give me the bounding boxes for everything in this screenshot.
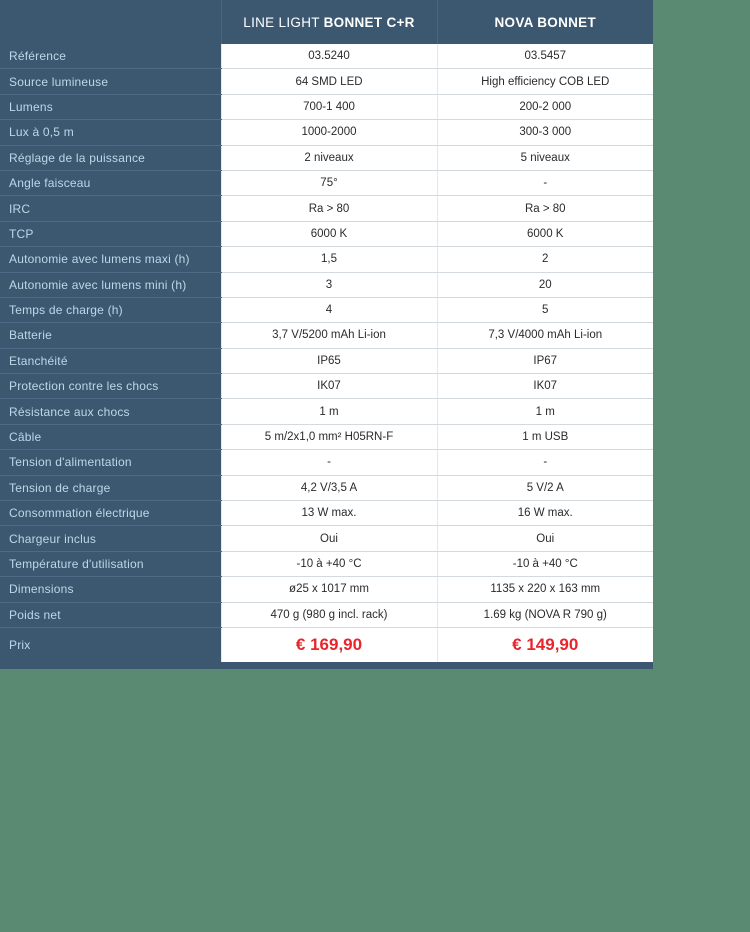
row-label: TCP (0, 221, 221, 246)
cell-product-2: - (437, 450, 653, 475)
row-label: Réglage de la puissance (0, 145, 221, 170)
header-product-1-name: BONNET C+R (323, 14, 415, 30)
cell-product-2: 1 m USB (437, 424, 653, 449)
row-label: Temps de charge (h) (0, 297, 221, 322)
price-product-1: € 169,90 (221, 627, 437, 662)
cell-product-2: Oui (437, 526, 653, 551)
table-header-row (0, 0, 653, 44)
cell-product-2: 7,3 V/4000 mAh Li-ion (437, 323, 653, 348)
table-row (0, 44, 653, 69)
table-row (0, 602, 653, 627)
cell-product-2: IP67 (437, 348, 653, 373)
table-row (0, 323, 653, 348)
cell-product-2: 20 (437, 272, 653, 297)
table-header (0, 0, 653, 44)
table-row (0, 120, 653, 145)
price-row (0, 627, 653, 662)
row-label: Autonomie avec lumens maxi (h) (0, 247, 221, 272)
header-product-2 (437, 0, 653, 44)
table-row (0, 374, 653, 399)
cell-product-2: 200-2 000 (437, 94, 653, 119)
price-product-2: € 149,90 (437, 627, 653, 662)
table-row (0, 69, 653, 94)
row-label: Lux à 0,5 m (0, 120, 221, 145)
table-body (0, 44, 653, 662)
cell-product-2: 5 (437, 297, 653, 322)
row-label: Source lumineuse (0, 69, 221, 94)
table-row (0, 94, 653, 119)
header-product-2-name: NOVA BONNET (494, 14, 597, 30)
table-row (0, 501, 653, 526)
cell-product-1: 4,2 V/3,5 A (221, 475, 437, 500)
row-label: Autonomie avec lumens mini (h) (0, 272, 221, 297)
cell-product-2: 300-3 000 (437, 120, 653, 145)
row-label: Batterie (0, 323, 221, 348)
price-label: Prix (0, 627, 221, 662)
row-label: Etanchéité (0, 348, 221, 373)
table-row (0, 170, 653, 195)
table-row (0, 399, 653, 424)
header-product-1 (221, 0, 437, 44)
table-row (0, 424, 653, 449)
cell-product-1: 4 (221, 297, 437, 322)
cell-product-1: 6000 K (221, 221, 437, 246)
cell-product-2: Ra > 80 (437, 196, 653, 221)
row-label: Chargeur inclus (0, 526, 221, 551)
cell-product-1: 03.5240 (221, 44, 437, 69)
row-label: Température d'utilisation (0, 551, 221, 576)
cell-product-1: 5 m/2x1,0 mm² H05RN-F (221, 424, 437, 449)
cell-product-1: ø25 x 1017 mm (221, 577, 437, 602)
cell-product-1: 1,5 (221, 247, 437, 272)
cell-product-1: 1 m (221, 399, 437, 424)
table-row (0, 551, 653, 576)
row-label: Protection contre les chocs (0, 374, 221, 399)
cell-product-2: 5 niveaux (437, 145, 653, 170)
row-label: Angle faisceau (0, 170, 221, 195)
cell-product-2: 2 (437, 247, 653, 272)
cell-product-1: 700-1 400 (221, 94, 437, 119)
row-label: Tension de charge (0, 475, 221, 500)
cell-product-2: IK07 (437, 374, 653, 399)
table-row (0, 145, 653, 170)
table-row (0, 475, 653, 500)
cell-product-1: 13 W max. (221, 501, 437, 526)
cell-product-2: 5 V/2 A (437, 475, 653, 500)
cell-product-1: - (221, 450, 437, 475)
row-label: Résistance aux chocs (0, 399, 221, 424)
cell-product-2: 16 W max. (437, 501, 653, 526)
cell-product-1: 3,7 V/5200 mAh Li-ion (221, 323, 437, 348)
cell-product-1: Oui (221, 526, 437, 551)
cell-product-2: 6000 K (437, 221, 653, 246)
table-row (0, 450, 653, 475)
cell-product-1: 1000-2000 (221, 120, 437, 145)
table-row (0, 577, 653, 602)
cell-product-1: 75° (221, 170, 437, 195)
row-label: Lumens (0, 94, 221, 119)
cell-product-2: 1.69 kg (NOVA R 790 g) (437, 602, 653, 627)
table-row (0, 221, 653, 246)
cell-product-2: -10 à +40 °C (437, 551, 653, 576)
table-row (0, 297, 653, 322)
table-row (0, 196, 653, 221)
cell-product-2: 1 m (437, 399, 653, 424)
row-label: Référence (0, 44, 221, 69)
header-product-1-prefix: LINE LIGHT (243, 14, 324, 30)
row-label: Câble (0, 424, 221, 449)
cell-product-1: IK07 (221, 374, 437, 399)
cell-product-1: 2 niveaux (221, 145, 437, 170)
table-row (0, 348, 653, 373)
row-label: Dimensions (0, 577, 221, 602)
cell-product-2: - (437, 170, 653, 195)
cell-product-1: Ra > 80 (221, 196, 437, 221)
row-label: Tension d'alimentation (0, 450, 221, 475)
cell-product-2: 03.5457 (437, 44, 653, 69)
footer-bar (0, 662, 653, 669)
row-label: IRC (0, 196, 221, 221)
row-label: Consommation électrique (0, 501, 221, 526)
cell-product-1: 64 SMD LED (221, 69, 437, 94)
cell-product-1: IP65 (221, 348, 437, 373)
cell-product-2: High efficiency COB LED (437, 69, 653, 94)
cell-product-1: 470 g (980 g incl. rack) (221, 602, 437, 627)
cell-product-1: -10 à +40 °C (221, 551, 437, 576)
row-label: Poids net (0, 602, 221, 627)
table-row (0, 526, 653, 551)
cell-product-2: 1135 x 220 x 163 mm (437, 577, 653, 602)
table-row (0, 272, 653, 297)
cell-product-1: 3 (221, 272, 437, 297)
header-blank-cell (0, 0, 221, 44)
table-row (0, 247, 653, 272)
